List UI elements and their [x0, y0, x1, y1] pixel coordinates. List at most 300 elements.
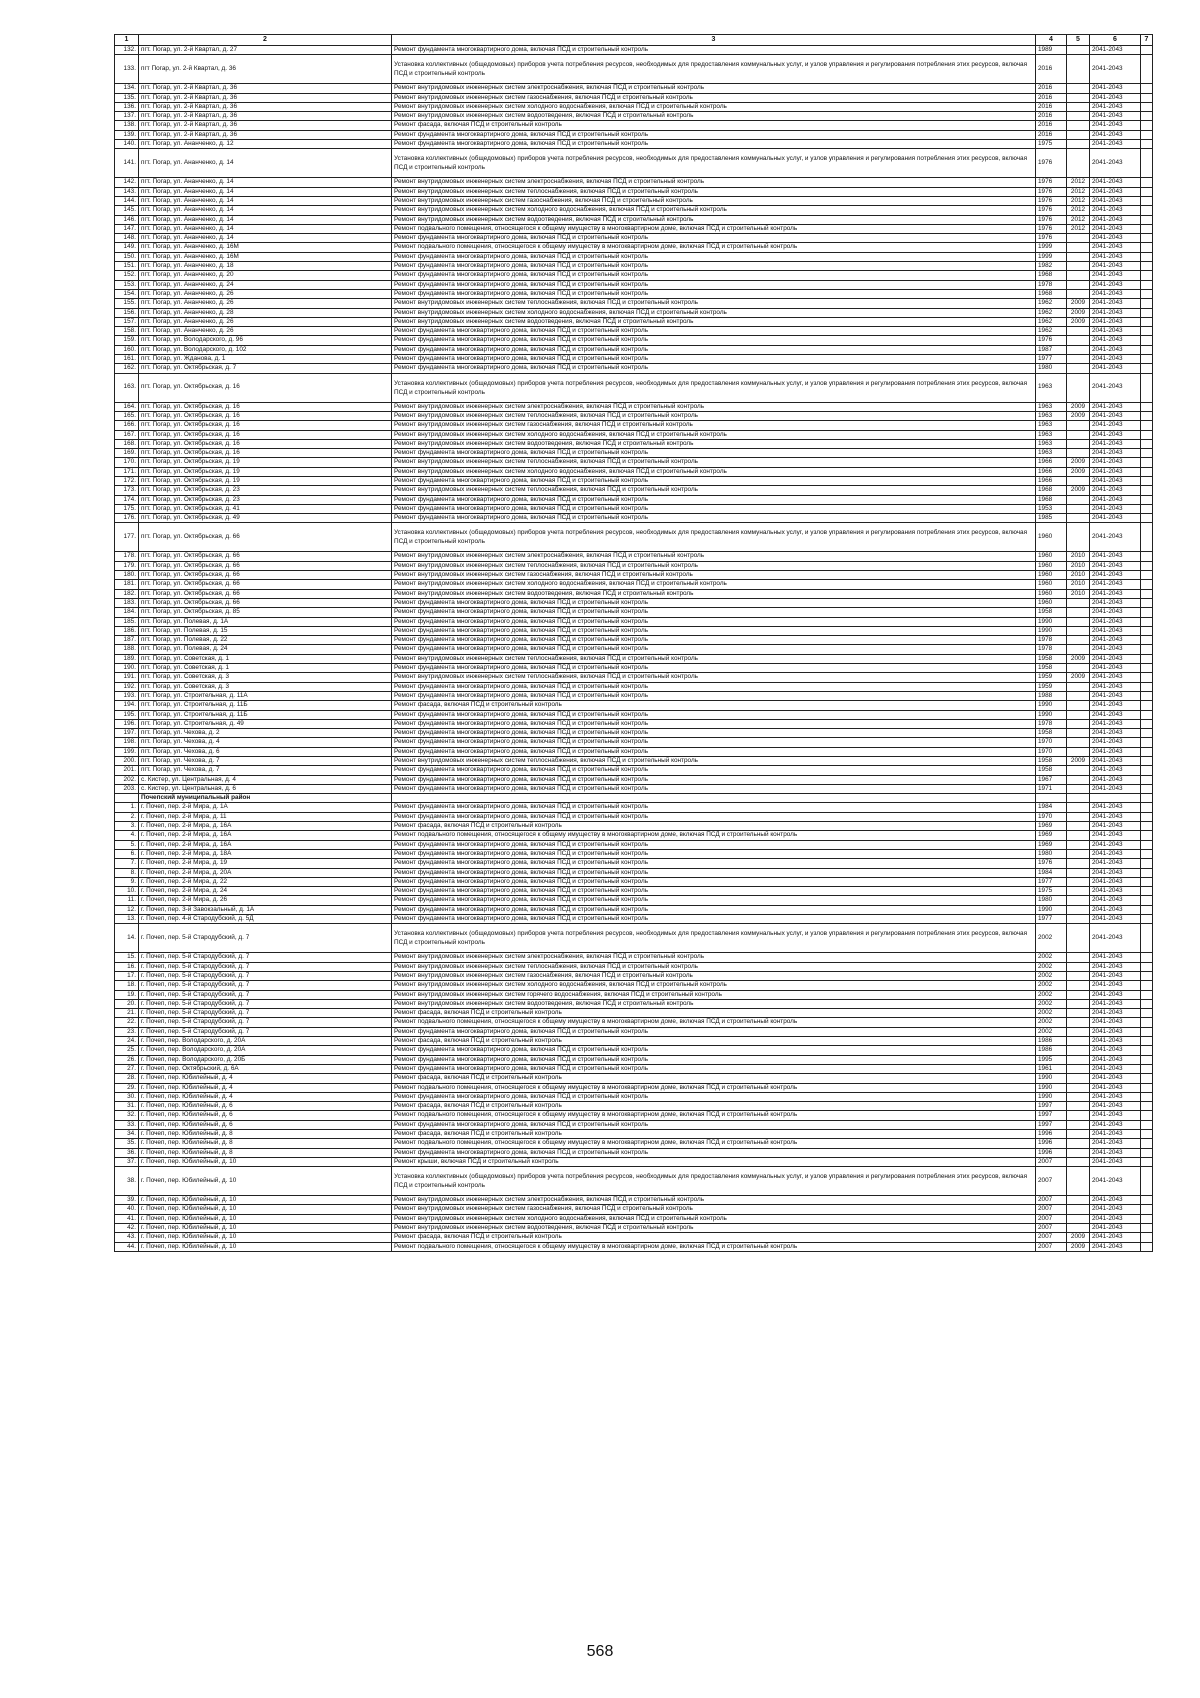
address: г. Почеп, пер. Юбилейный, д. 10 [139, 1233, 392, 1242]
build-year: 2016 [1036, 84, 1067, 93]
work-type: Ремонт фундамента многоквартирного дома, включая ПСД и строительный контроль [392, 710, 1036, 719]
row-number: 187. [115, 636, 139, 645]
table-row [115, 1157, 1153, 1166]
build-year: 1995 [1036, 1055, 1067, 1064]
row-number: 164. [115, 402, 139, 411]
work-type: Ремонт внутридомовых инженерных систем теплоснабжения, включая ПСД и строительный контроль [392, 962, 1036, 971]
row-number: 173. [115, 486, 139, 495]
row-number: 24. [115, 1037, 139, 1046]
table-row [115, 364, 1153, 373]
row-number: 197. [115, 729, 139, 738]
extra-column-cell [1141, 55, 1153, 84]
row-number: 38. [115, 1167, 139, 1196]
build-year: 1989 [1036, 46, 1067, 55]
build-year: 1976 [1036, 224, 1067, 233]
work-type: Установка коллективных (общедомовых) приборов учета потребления ресурсов, необходимых для предоставления коммунальных услуг, и узлов управления и регулирования потребления этих ресурсов, включая ПСД и строительный контроль [392, 1167, 1036, 1196]
row-number: 137. [115, 112, 139, 121]
table-row [115, 589, 1153, 598]
extra-column-cell [1141, 738, 1153, 747]
build-year: 2007 [1036, 1233, 1067, 1242]
table-row [115, 1046, 1153, 1055]
last-repair-year [1067, 430, 1090, 439]
address: пгт. Погар, ул. Строительная, д. 11А [139, 691, 392, 700]
address: пгт. Погар, ул. Ананченко, д. 20 [139, 271, 392, 280]
planned-period: 2041-2043 [1090, 224, 1141, 233]
address: Почепский муниципальный район [139, 794, 392, 803]
table-row [115, 327, 1153, 336]
address: пгт. Погар, ул. Володарского, д. 102 [139, 345, 392, 354]
extra-column-cell [1141, 1242, 1153, 1251]
extra-column-cell [1141, 571, 1153, 580]
table-row [115, 691, 1153, 700]
address: с. Кистер, ул. Центральная, д. 4 [139, 775, 392, 784]
planned-period: 2041-2043 [1090, 831, 1141, 840]
work-type: Ремонт фундамента многоквартирного дома, включая ПСД и строительный контроль [392, 130, 1036, 139]
last-repair-year: 2009 [1067, 1233, 1090, 1242]
build-year: 2016 [1036, 112, 1067, 121]
planned-period: 2041-2043 [1090, 55, 1141, 84]
extra-column-cell [1141, 224, 1153, 233]
work-type: Ремонт фундамента многоквартирного дома, включая ПСД и строительный контроль [392, 636, 1036, 645]
extra-column-cell [1141, 953, 1153, 962]
address: пгт. Погар, ул. Советская, д. 3 [139, 673, 392, 682]
planned-period: 2041-2043 [1090, 1111, 1141, 1120]
address: г. Почеп, пер. 5-й Стародубский, д. 7 [139, 1027, 392, 1036]
extra-column-cell [1141, 299, 1153, 308]
work-type: Ремонт внутридомовых инженерных систем водоотведения, включая ПСД и строительный контроль [392, 589, 1036, 598]
table-row [115, 784, 1153, 793]
build-year: 2007 [1036, 1205, 1067, 1214]
address: пгт. Погар, ул. Октябрьская, д. 66 [139, 552, 392, 561]
address: г. Почеп, пер. 2-й Мира, д. 1А [139, 803, 392, 812]
extra-column-cell [1141, 130, 1153, 139]
extra-column-cell [1141, 924, 1153, 953]
extra-column-cell [1141, 495, 1153, 504]
address: г. Почеп, пер. Юбилейный, д. 4 [139, 1074, 392, 1083]
last-repair-year [1067, 289, 1090, 298]
address: пгт. Погар, ул. Октябрьская, д. 66 [139, 561, 392, 570]
build-year: 1976 [1036, 859, 1067, 868]
address: г. Почеп, пер. 5-й Стародубский, д. 7 [139, 953, 392, 962]
planned-period: 2041-2043 [1090, 1083, 1141, 1092]
address: пгт. Погар, ул. Октябрьская, д. 85 [139, 608, 392, 617]
extra-column-cell [1141, 580, 1153, 589]
table-row [115, 598, 1153, 607]
extra-column-cell [1141, 1111, 1153, 1120]
table-row [115, 1009, 1153, 1018]
extra-column-cell [1141, 1102, 1153, 1111]
last-repair-year [1067, 1037, 1090, 1046]
row-number: 165. [115, 411, 139, 420]
build-year: 1962 [1036, 327, 1067, 336]
work-type: Ремонт внутридомовых инженерных систем холодного водоснабжения, включая ПСД и строительный контроль [392, 580, 1036, 589]
row-number: 144. [115, 196, 139, 205]
last-repair-year [1067, 1129, 1090, 1138]
row-number: 203. [115, 784, 139, 793]
table-row [115, 1205, 1153, 1214]
address: пгт. Погар, ул. Октябрьская, д. 66 [139, 571, 392, 580]
extra-column-cell [1141, 102, 1153, 111]
address: пгт. Погар, ул. Октябрьская, д. 66 [139, 580, 392, 589]
row-number: 192. [115, 682, 139, 691]
work-type: Ремонт внутридомовых инженерных систем холодного водоснабжения, включая ПСД и строительный контроль [392, 430, 1036, 439]
build-year: 1987 [1036, 345, 1067, 354]
last-repair-year: 2009 [1067, 458, 1090, 467]
build-year: 1996 [1036, 1148, 1067, 1157]
extra-column-cell [1141, 1157, 1153, 1166]
row-number: 18. [115, 981, 139, 990]
row-number: 36. [115, 1148, 139, 1157]
address: пгт. Погар, ул. Ананченко, д. 16М [139, 252, 392, 261]
work-type: Ремонт фундамента многоквартирного дома, включая ПСД и строительный контроль [392, 840, 1036, 849]
planned-period: 2041-2043 [1090, 1196, 1141, 1205]
address: пгт. Погар, ул. Октябрьская, д. 23 [139, 495, 392, 504]
row-number: 149. [115, 243, 139, 252]
extra-column-cell [1141, 552, 1153, 561]
last-repair-year [1067, 915, 1090, 924]
extra-column-cell [1141, 729, 1153, 738]
table-row [115, 729, 1153, 738]
address: пгт. Погар, ул. Ананченко, д. 16М [139, 243, 392, 252]
extra-column-cell [1141, 1018, 1153, 1027]
build-year: 1963 [1036, 402, 1067, 411]
work-type: Ремонт фундамента многоквартирного дома, включая ПСД и строительный контроль [392, 1046, 1036, 1055]
table-row [115, 617, 1153, 626]
table-row [115, 224, 1153, 233]
extra-column-cell [1141, 317, 1153, 326]
extra-column-cell [1141, 1120, 1153, 1129]
table-row [115, 719, 1153, 728]
work-type: Ремонт фундамента многоквартирного дома, включая ПСД и строительный контроль [392, 915, 1036, 924]
address: пгт. Погар, ул. Чехова, д. 2 [139, 729, 392, 738]
last-repair-year [1067, 523, 1090, 552]
table-row [115, 673, 1153, 682]
table-row [115, 757, 1153, 766]
extra-column-cell [1141, 849, 1153, 858]
extra-column-cell [1141, 812, 1153, 821]
row-number: 1. [115, 803, 139, 812]
last-repair-year [1067, 636, 1090, 645]
extra-column-cell [1141, 411, 1153, 420]
address: г. Почеп, пер. Юбилейный, д. 10 [139, 1242, 392, 1251]
address: пгт. Погар, ул. Октябрьская, д. 19 [139, 476, 392, 485]
build-year: 1976 [1036, 178, 1067, 187]
last-repair-year [1067, 1027, 1090, 1036]
extra-column-cell [1141, 766, 1153, 775]
address: пгт. Погар, ул. Ананченко, д. 24 [139, 280, 392, 289]
row-number: 162. [115, 364, 139, 373]
extra-column-cell [1141, 84, 1153, 93]
row-number: 27. [115, 1064, 139, 1073]
work-type: Ремонт внутридомовых инженерных систем электроснабжения, включая ПСД и строительный контроль [392, 552, 1036, 561]
extra-column-cell [1141, 1027, 1153, 1036]
planned-period: 2041-2043 [1090, 981, 1141, 990]
table-row [115, 1233, 1153, 1242]
extra-column-cell [1141, 840, 1153, 849]
build-year: 2007 [1036, 1214, 1067, 1223]
work-type: Ремонт фундамента многоквартирного дома, включая ПСД и строительный контроль [392, 877, 1036, 886]
planned-period: 2041-2043 [1090, 1055, 1141, 1064]
last-repair-year [1067, 112, 1090, 121]
row-number: 133. [115, 55, 139, 84]
address: пгт. Погар, ул. 2-й Квартал, д. 36 [139, 130, 392, 139]
row-number: 170. [115, 458, 139, 467]
build-year: 1977 [1036, 355, 1067, 364]
last-repair-year [1067, 953, 1090, 962]
address: пгт. Погар, ул. Октябрьская, д. 49 [139, 514, 392, 523]
work-type: Ремонт фундамента многоквартирного дома, включая ПСД и строительный контроль [392, 617, 1036, 626]
address: пгт. Погар, ул. Октябрьская, д. 19 [139, 458, 392, 467]
table-row [115, 215, 1153, 224]
planned-period: 2041-2043 [1090, 449, 1141, 458]
address: г. Почеп, пер. Юбилейный, д. 10 [139, 1167, 392, 1196]
work-type: Ремонт внутридомовых инженерных систем теплоснабжения, включая ПСД и строительный контроль [392, 673, 1036, 682]
extra-column-cell [1141, 710, 1153, 719]
last-repair-year: 2012 [1067, 206, 1090, 215]
last-repair-year [1067, 252, 1090, 261]
planned-period: 2041-2043 [1090, 1129, 1141, 1138]
build-year: 1990 [1036, 1083, 1067, 1092]
planned-period: 2041-2043 [1090, 289, 1141, 298]
table-row [115, 187, 1153, 196]
row-number: 156. [115, 308, 139, 317]
extra-column-cell [1141, 598, 1153, 607]
build-year: 1960 [1036, 589, 1067, 598]
extra-column-cell [1141, 561, 1153, 570]
address: г. Почеп, пер. Юбилейный, д. 10 [139, 1224, 392, 1233]
table-row [115, 476, 1153, 485]
build-year: 1963 [1036, 439, 1067, 448]
build-year: 2002 [1036, 962, 1067, 971]
table-row [115, 1167, 1153, 1196]
extra-column-cell [1141, 701, 1153, 710]
planned-period: 2041-2043 [1090, 1214, 1141, 1223]
row-number: 13. [115, 915, 139, 924]
table-row [115, 896, 1153, 905]
table-row [115, 905, 1153, 914]
planned-period: 2041-2043 [1090, 571, 1141, 580]
last-repair-year [1067, 345, 1090, 354]
build-year: 1959 [1036, 682, 1067, 691]
last-repair-year [1067, 449, 1090, 458]
planned-period: 2041-2043 [1090, 924, 1141, 953]
row-number: 155. [115, 299, 139, 308]
extra-column-cell [1141, 691, 1153, 700]
work-type: Ремонт фундамента многоквартирного дома, включая ПСД и строительный контроль [392, 1027, 1036, 1036]
table-row [115, 626, 1153, 635]
last-repair-year [1067, 1092, 1090, 1101]
address: пгт. Погар, ул. Ананченко, д. 14 [139, 196, 392, 205]
extra-column-cell [1141, 439, 1153, 448]
row-number: 154. [115, 289, 139, 298]
address: пгт. Погар, ул. Чехова, д. 7 [139, 766, 392, 775]
row-number: 43. [115, 1233, 139, 1242]
work-type: Ремонт внутридомовых инженерных систем газоснабжения, включая ПСД и строительный контроль [392, 1205, 1036, 1214]
row-number: 29. [115, 1083, 139, 1092]
address: пгт. Погар, ул. Советская, д. 1 [139, 654, 392, 663]
table-row [115, 664, 1153, 673]
address: пгт. Погар, ул. Октябрьская, д. 23 [139, 486, 392, 495]
work-type: Ремонт фундамента многоквартирного дома, включая ПСД и строительный контроль [392, 766, 1036, 775]
address: г. Почеп, пер. Юбилейный, д. 10 [139, 1205, 392, 1214]
last-repair-year [1067, 1148, 1090, 1157]
build-year: 1996 [1036, 1139, 1067, 1148]
build-year: 1958 [1036, 766, 1067, 775]
planned-period: 2041-2043 [1090, 1046, 1141, 1055]
row-number: 25. [115, 1046, 139, 1055]
work-type: Ремонт фундамента многоквартирного дома, включая ПСД и строительный контроль [392, 747, 1036, 756]
planned-period: 2041-2043 [1090, 215, 1141, 224]
row-number: 132. [115, 46, 139, 55]
row-number: 14. [115, 924, 139, 953]
extra-column-cell [1141, 990, 1153, 999]
row-number: 179. [115, 561, 139, 570]
last-repair-year: 2009 [1067, 654, 1090, 663]
build-year: 1986 [1036, 1046, 1067, 1055]
last-repair-year: 2012 [1067, 215, 1090, 224]
row-number: 183. [115, 598, 139, 607]
address: г. Почеп, пер. 4-й Стародубский, д. 5Д [139, 915, 392, 924]
table-row [115, 252, 1153, 261]
planned-period: 2041-2043 [1090, 102, 1141, 111]
last-repair-year [1067, 877, 1090, 886]
work-type: Ремонт внутридомовых инженерных систем холодного водоснабжения, включая ПСД и строительный контроль [392, 308, 1036, 317]
build-year: 1966 [1036, 458, 1067, 467]
planned-period: 2041-2043 [1090, 1242, 1141, 1251]
last-repair-year [1067, 617, 1090, 626]
row-number: 151. [115, 262, 139, 271]
address: пгт. Погар, ул. Ананченко, д. 26 [139, 289, 392, 298]
build-year: 1977 [1036, 915, 1067, 924]
extra-column-cell [1141, 626, 1153, 635]
planned-period: 2041-2043 [1090, 252, 1141, 261]
table-row [115, 682, 1153, 691]
build-year: 1962 [1036, 308, 1067, 317]
work-type: Ремонт фундамента многоквартирного дома, включая ПСД и строительный контроль [392, 495, 1036, 504]
last-repair-year [1067, 701, 1090, 710]
row-number: 142. [115, 178, 139, 187]
build-year: 1986 [1036, 1037, 1067, 1046]
build-year: 1976 [1036, 187, 1067, 196]
table-row [115, 868, 1153, 877]
planned-period: 2041-2043 [1090, 1157, 1141, 1166]
extra-column-cell [1141, 859, 1153, 868]
address: пгт. Погар, ул. Полевая, д. 24 [139, 645, 392, 654]
planned-period: 2041-2043 [1090, 636, 1141, 645]
last-repair-year: 2009 [1067, 411, 1090, 420]
extra-column-cell [1141, 784, 1153, 793]
planned-period: 2041-2043 [1090, 812, 1141, 821]
build-year: 2007 [1036, 1167, 1067, 1196]
work-type: Ремонт внутридомовых инженерных систем водоотведения, включая ПСД и строительный контроль [392, 999, 1036, 1008]
address: пгт. Погар, ул. 2-й Квартал, д. 27 [139, 46, 392, 55]
row-number: 135. [115, 93, 139, 102]
work-type: Ремонт фундамента многоквартирного дома, включая ПСД и строительный контроль [392, 896, 1036, 905]
table-row [115, 701, 1153, 710]
extra-column-cell [1141, 486, 1153, 495]
last-repair-year [1067, 849, 1090, 858]
work-type: Ремонт фундамента многоквартирного дома, включая ПСД и строительный контроль [392, 336, 1036, 345]
build-year: 1963 [1036, 421, 1067, 430]
work-type: Ремонт фундамента многоквартирного дома, включая ПСД и строительный контроль [392, 626, 1036, 635]
planned-period: 2041-2043 [1090, 915, 1141, 924]
work-type: Ремонт фундамента многоквартирного дома, включая ПСД и строительный контроль [392, 682, 1036, 691]
planned-period: 2041-2043 [1090, 840, 1141, 849]
table-row [115, 1139, 1153, 1148]
build-year: 1988 [1036, 691, 1067, 700]
work-type: Ремонт фундамента многоквартирного дома, включая ПСД и строительный контроль [392, 691, 1036, 700]
planned-period: 2041-2043 [1090, 868, 1141, 877]
address: пгт. Погар, ул. Октябрьская, д. 16 [139, 430, 392, 439]
table-row [115, 552, 1153, 561]
build-year: 2002 [1036, 953, 1067, 962]
extra-column-cell [1141, 1009, 1153, 1018]
build-year: 1984 [1036, 868, 1067, 877]
last-repair-year [1067, 84, 1090, 93]
row-number: 20. [115, 999, 139, 1008]
last-repair-year [1067, 738, 1090, 747]
last-repair-year [1067, 784, 1090, 793]
planned-period: 2041-2043 [1090, 411, 1141, 420]
extra-column-cell [1141, 896, 1153, 905]
extra-column-cell [1141, 1214, 1153, 1223]
extra-column-cell [1141, 1083, 1153, 1092]
work-type: Ремонт внутридомовых инженерных систем электроснабжения, включая ПСД и строительный контроль [392, 402, 1036, 411]
address: пгт. Погар, ул. 2-й Квартал, д. 36 [139, 121, 392, 130]
row-number: 7. [115, 859, 139, 868]
extra-column-cell [1141, 1129, 1153, 1138]
planned-period: 2041-2043 [1090, 766, 1141, 775]
planned-period [1090, 794, 1141, 803]
planned-period: 2041-2043 [1090, 729, 1141, 738]
last-repair-year [1067, 981, 1090, 990]
work-type: Ремонт внутридомовых инженерных систем теплоснабжения, включая ПСД и строительный контроль [392, 187, 1036, 196]
address: г. Почеп, пер. 2-й Мира, д. 19 [139, 859, 392, 868]
table-row [115, 495, 1153, 504]
build-year: 1990 [1036, 617, 1067, 626]
planned-period: 2041-2043 [1090, 1064, 1141, 1073]
last-repair-year [1067, 1018, 1090, 1027]
planned-period: 2041-2043 [1090, 990, 1141, 999]
table-row [115, 1196, 1153, 1205]
work-type: Ремонт внутридомовых инженерных систем холодного водоснабжения, включая ПСД и строительный контроль [392, 1214, 1036, 1223]
table-row [115, 812, 1153, 821]
last-repair-year [1067, 1102, 1090, 1111]
row-number: 6. [115, 849, 139, 858]
work-type: Ремонт внутридомовых инженерных систем газоснабжения, включая ПСД и строительный контроль [392, 571, 1036, 580]
planned-period: 2041-2043 [1090, 355, 1141, 364]
last-repair-year [1067, 794, 1090, 803]
address: пгт. Погар, ул. Октябрьская, д. 7 [139, 364, 392, 373]
table-row [115, 289, 1153, 298]
extra-column-cell [1141, 682, 1153, 691]
table-row [115, 112, 1153, 121]
work-type: Ремонт внутридомовых инженерных систем холодного водоснабжения, включая ПСД и строительный контроль [392, 206, 1036, 215]
table-row [115, 580, 1153, 589]
planned-period: 2041-2043 [1090, 93, 1141, 102]
row-number: 134. [115, 84, 139, 93]
row-number: 177. [115, 523, 139, 552]
extra-column-cell [1141, 449, 1153, 458]
address: пгт. Погар, ул. Октябрьская, д. 16 [139, 402, 392, 411]
work-type: Ремонт внутридомовых инженерных систем газоснабжения, включая ПСД и строительный контроль [392, 421, 1036, 430]
row-number: 141. [115, 149, 139, 178]
table-row [115, 1074, 1153, 1083]
table-row [115, 504, 1153, 513]
last-repair-year [1067, 971, 1090, 980]
last-repair-year: 2010 [1067, 580, 1090, 589]
build-year: 1963 [1036, 430, 1067, 439]
